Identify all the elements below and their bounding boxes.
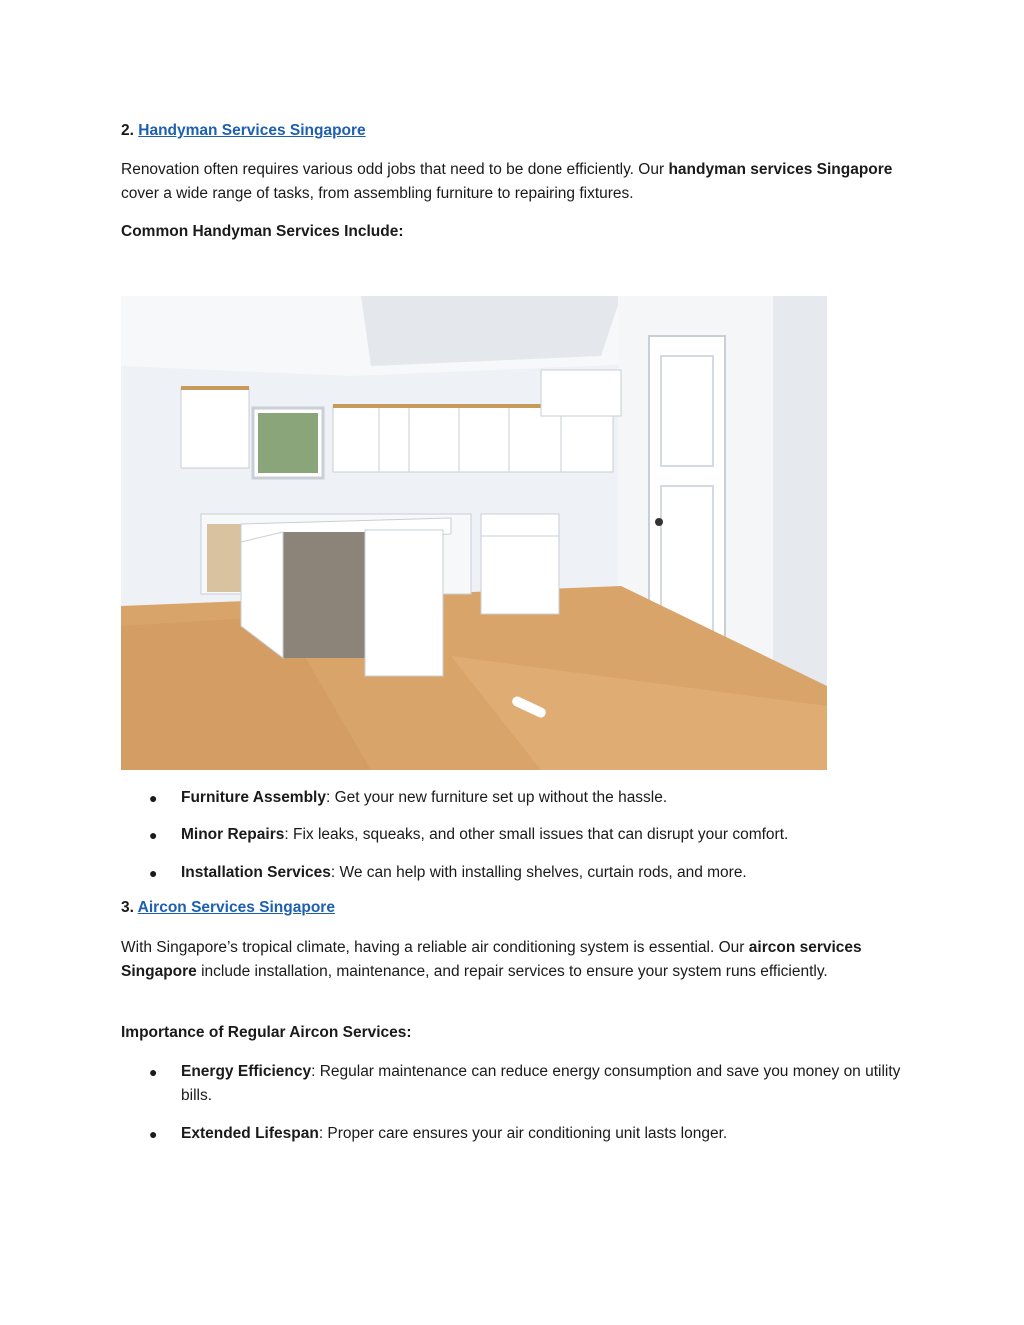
bullet-icon: ● bbox=[149, 865, 158, 881]
bullet-icon: ● bbox=[149, 827, 158, 843]
bullet-icon: ● bbox=[149, 790, 158, 806]
paragraph-text: With Singapore’s tropical climate, having a reliable air conditioning system is essential. Our bbox=[121, 939, 749, 956]
bullet-title: Extended Lifespan bbox=[181, 1125, 319, 1142]
section-3-subheading: Importance of Regular Aircon Services: bbox=[121, 1024, 412, 1041]
paragraph-text-end: cover a wide range of tasks, from assembling furniture to repairing fixtures. bbox=[121, 185, 634, 202]
paragraph-bold-text: aircon services Singapore bbox=[121, 939, 862, 980]
bullet-icon: ● bbox=[149, 1064, 158, 1080]
bullet-text: : We can help with installing shelves, curtain rods, and more. bbox=[330, 864, 747, 881]
bullet-title: Energy Efficiency bbox=[181, 1063, 312, 1080]
bullet-text: : Proper care ensures your air conditioning unit lasts longer. bbox=[318, 1125, 728, 1142]
section-3-number: 3. bbox=[121, 899, 134, 916]
paragraph-text-end: include installation, maintenance, and repair services to ensure your system runs efficiently. bbox=[196, 963, 828, 980]
bullet-title: Furniture Assembly bbox=[181, 789, 326, 806]
bullet-title: Installation Services bbox=[181, 864, 331, 881]
kitchen-renovation-photo bbox=[121, 296, 827, 770]
handyman-services-link[interactable]: Handyman Services Singapore bbox=[138, 122, 366, 139]
section-2-paragraph bbox=[121, 158, 901, 206]
bullet-icon: ● bbox=[149, 1126, 158, 1142]
paragraph-bold-text: handyman services Singapore bbox=[668, 161, 893, 178]
bullet-title: Minor Repairs bbox=[181, 826, 285, 843]
paragraph-text: Renovation often requires various odd jobs that need to be done efficiently. Our bbox=[121, 161, 669, 178]
bullet-text: : Regular maintenance can reduce energy consumption and save you money on utility bills. bbox=[181, 1063, 901, 1104]
bullet-text: : Fix leaks, squeaks, and other small issues that can disrupt your comfort. bbox=[284, 826, 789, 843]
bullet-text: : Get your new furniture set up without the hassle. bbox=[326, 789, 668, 806]
section-2-subheading: Common Handyman Services Include: bbox=[121, 223, 404, 240]
section-3-paragraph bbox=[121, 936, 901, 984]
aircon-services-link[interactable]: Aircon Services Singapore bbox=[137, 899, 335, 916]
section-3-heading bbox=[121, 899, 335, 917]
section-2-number: 2. bbox=[121, 122, 134, 139]
section-2-heading bbox=[121, 122, 366, 140]
